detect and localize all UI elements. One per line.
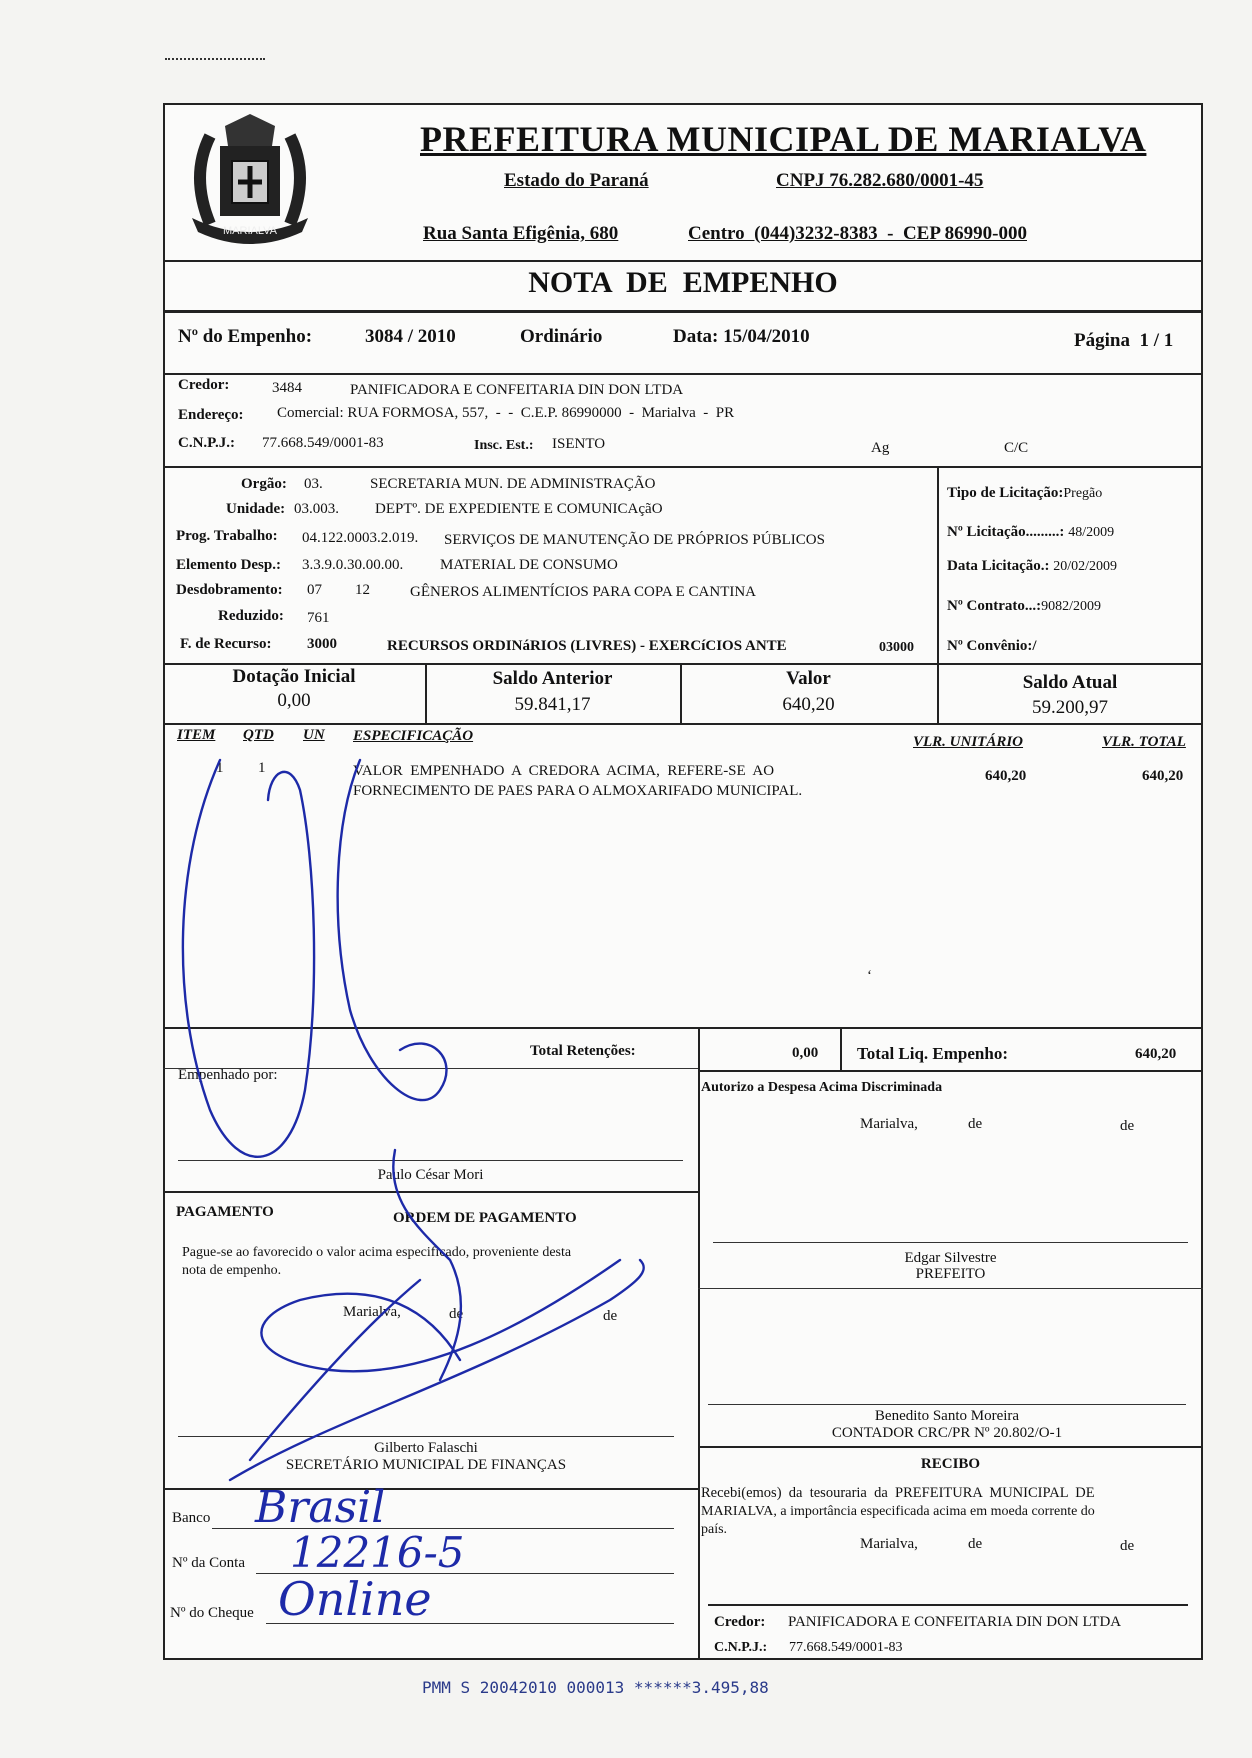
convenio-label: Nº Convênio:/ bbox=[947, 638, 1037, 654]
cnpj-value: 77.668.549/0001-83 bbox=[262, 435, 384, 451]
desdobramento-code: 12 bbox=[355, 582, 370, 598]
contador-role: CONTADOR CRC/PR Nº 20.802/O-1 bbox=[831, 1425, 1063, 1441]
insc-value: ISENTO bbox=[552, 436, 606, 452]
empenhado-label: Empenhado por: bbox=[178, 1067, 278, 1083]
prefeito-name: Edgar Silvestre bbox=[904, 1250, 997, 1266]
pagamento-label: PAGAMENTO bbox=[176, 1204, 274, 1220]
item-unit-value: 640,20 bbox=[985, 768, 1027, 784]
pagamento-text-2: nota de empenho. bbox=[182, 1263, 282, 1278]
page-number: Página 1 / 1 bbox=[1074, 330, 1174, 351]
fonte-code: 3000 bbox=[307, 636, 337, 652]
col-un: UN bbox=[303, 727, 325, 743]
stray-mark: ʻ bbox=[867, 968, 872, 984]
fonte-label: F. de Recurso: bbox=[180, 636, 272, 652]
saldo-anterior-label: Saldo Anterior bbox=[492, 668, 613, 689]
recibo-marialva: Marialva, bbox=[860, 1536, 918, 1552]
date-de: de bbox=[603, 1308, 618, 1324]
col-vlr-unitario: VLR. UNITÁRIO bbox=[913, 734, 1024, 750]
date-de: de bbox=[1120, 1538, 1135, 1554]
signature-paulo-loop bbox=[183, 760, 314, 1157]
page-title: PREFEITURA MUNICIPAL DE MARIALVA bbox=[420, 119, 1147, 159]
saldo-atual-value: 59.200,97 bbox=[1032, 697, 1108, 718]
tipo-licitacao-text: Tipo de Licitação: bbox=[947, 485, 1064, 501]
endereco-value: Comercial: RUA FORMOSA, 557, - - C.E.P. 86990000 - Marialva - PR bbox=[277, 405, 735, 421]
ag-label: Ag bbox=[871, 440, 890, 456]
conta-handwritten: 12216-5 bbox=[290, 1528, 465, 1577]
num-licitacao-value: 48/2009 bbox=[1068, 525, 1115, 540]
date-de: de bbox=[968, 1536, 983, 1552]
item-desc-line1: VALOR EMPENHADO A CREDORA ACIMA, REFERE-SE AO bbox=[353, 763, 775, 779]
pagamento-text-1: Pague-se ao favorecido o valor acima especificado, proveniente desta bbox=[182, 1245, 572, 1260]
col-especificacao: ESPECIFICAÇÃO bbox=[353, 728, 474, 744]
data-licitacao-value: 20/02/2009 bbox=[1053, 559, 1118, 574]
item-total-value: 640,20 bbox=[1142, 768, 1184, 784]
doc-title: NOTA DE EMPENHO bbox=[528, 266, 838, 299]
recibo-text-1: Recebi(emos) da tesouraria da PREFEITURA MUNICIPAL DE bbox=[701, 1485, 1095, 1501]
fonte-desc: RECURSOS ORDINáRIOS (LIVRES) - EXERCíCIOS ANTE bbox=[387, 638, 787, 654]
header-cnpj: CNPJ 76.282.680/0001-45 bbox=[776, 170, 984, 191]
dotacao-inicial-label: Dotação Inicial bbox=[232, 666, 356, 687]
elemento-code: 3.3.9.0.30.00.00. bbox=[302, 557, 404, 573]
elemento-desc: MATERIAL DE CONSUMO bbox=[440, 557, 618, 573]
item-desc-line2: FORNECIMENTO DE PAES PARA O ALMOXARIFADO MUNICIPAL. bbox=[353, 783, 803, 799]
empenho-number-label: Nº do Empenho: bbox=[178, 326, 313, 347]
saldo-atual-label: Saldo Atual bbox=[1022, 672, 1118, 693]
saldo-anterior-value: 59.841,17 bbox=[514, 694, 591, 715]
header-street: Rua Santa Efigênia, 680 bbox=[423, 223, 619, 244]
prefeito-role: PREFEITO bbox=[915, 1266, 986, 1282]
empenho-date: Data: 15/04/2010 bbox=[673, 326, 810, 347]
unidade-code: 03.003. bbox=[294, 501, 339, 517]
contador-name: Benedito Santo Moreira bbox=[874, 1408, 1020, 1424]
elemento-label: Elemento Desp.: bbox=[176, 557, 281, 573]
endereco-label: Endereço: bbox=[178, 407, 244, 423]
date-de: de bbox=[1120, 1118, 1135, 1134]
secretario-role: SECRETÁRIO MUNICIPAL DE FINANÇAS bbox=[285, 1457, 567, 1473]
signature-gilberto bbox=[261, 1260, 620, 1371]
recibo-cnpj-label: C.N.P.J.: bbox=[714, 1640, 768, 1655]
fonte-code-2: 03000 bbox=[879, 640, 914, 655]
date-de: de bbox=[449, 1306, 464, 1322]
marialva-date: Marialva, bbox=[860, 1116, 918, 1132]
desdobramento-code: 07 bbox=[307, 582, 322, 598]
credor-name: PANIFICADORA E CONFEITARIA DIN DON LTDA bbox=[350, 382, 684, 398]
reduzido-label: Reduzido: bbox=[218, 608, 284, 624]
empenho-number: 3084 / 2010 bbox=[365, 326, 456, 347]
total-retencoes-value: 0,00 bbox=[792, 1045, 819, 1061]
signature-gilberto bbox=[230, 1260, 644, 1480]
desdobramento-label: Desdobramento: bbox=[176, 582, 283, 598]
unidade-label: Unidade: bbox=[226, 501, 286, 517]
pagamento-marialva: Marialva, bbox=[343, 1304, 401, 1320]
num-licitacao-text: Nº Licitação.........: bbox=[947, 524, 1065, 540]
prog-desc: SERVIÇOS DE MANUTENÇÃO DE PRÓPRIOS PÚBLICOS bbox=[444, 532, 825, 548]
recibo-text-2: MARIALVA, a importância especificada acima em moeda corrente do bbox=[701, 1504, 1095, 1519]
state-name: Estado do Paraná bbox=[504, 170, 649, 191]
recibo-text-3: país. bbox=[701, 1522, 728, 1537]
empenhado-name: Paulo César Mori bbox=[377, 1167, 484, 1183]
total-liq-label: Total Liq. Empenho: bbox=[857, 1044, 1008, 1063]
contrato-text: Nº Contrato...: bbox=[947, 598, 1042, 614]
recibo-cnpj-value: 77.668.549/0001-83 bbox=[789, 1640, 903, 1655]
valor-value: 640,20 bbox=[782, 694, 835, 715]
footer-stamp: PMM S 20042010 000013 ******3.495,88 bbox=[422, 1678, 769, 1697]
crest-banner-text: MARIALVA bbox=[223, 225, 277, 237]
empenho-type: Ordinário bbox=[520, 326, 603, 347]
conta-label: Nº da Conta bbox=[172, 1555, 245, 1571]
secretario-name: Gilberto Falaschi bbox=[374, 1440, 478, 1456]
orgao-label: Orgão: bbox=[241, 476, 287, 492]
credor-code: 3484 bbox=[272, 380, 302, 396]
item-number: 1 bbox=[216, 760, 224, 776]
tipo-licitacao-value: Pregão bbox=[1063, 486, 1103, 501]
recibo-credor-value: PANIFICADORA E CONFEITARIA DIN DON LTDA bbox=[788, 1614, 1122, 1630]
prog-code: 04.122.0003.2.019. bbox=[302, 530, 419, 546]
desdobramento-desc: GÊNEROS ALIMENTÍCIOS PARA COPA E CANTINA bbox=[410, 584, 757, 600]
item-qtd: 1 bbox=[258, 760, 266, 776]
date-de: de bbox=[968, 1116, 983, 1132]
unidade-desc: DEPTº. DE EXPEDIENTE E COMUNICAçãO bbox=[375, 501, 663, 517]
valor-label: Valor bbox=[786, 668, 831, 689]
header-address: Centro (044)3232-8383 - CEP 86990-000 bbox=[688, 223, 1027, 244]
prog-label: Prog. Trabalho: bbox=[176, 528, 278, 544]
orgao-desc: SECRETARIA MUN. DE ADMINISTRAÇÃO bbox=[370, 476, 656, 492]
col-qtd: QTD bbox=[243, 727, 274, 743]
banco-handwritten: Brasil bbox=[255, 1482, 386, 1533]
cheque-label: Nº do Cheque bbox=[170, 1605, 254, 1621]
orgao-code: 03. bbox=[304, 476, 323, 492]
col-vlr-total: VLR. TOTAL bbox=[1102, 734, 1186, 750]
autorizo-text: Autorizo a Despesa Acima Discriminada bbox=[701, 1080, 943, 1095]
dotacao-inicial-value: 0,00 bbox=[277, 690, 311, 711]
cheque-handwritten: Online bbox=[278, 1572, 432, 1626]
total-retencoes-label: Total Retenções: bbox=[530, 1043, 636, 1059]
cc-label: C/C bbox=[1004, 440, 1029, 456]
reduzido-value: 761 bbox=[307, 610, 330, 626]
cnpj-label: C.N.P.J.: bbox=[178, 435, 235, 451]
ordem-pagamento-label: ORDEM DE PAGAMENTO bbox=[393, 1210, 577, 1226]
recibo-title: RECIBO bbox=[920, 1456, 981, 1472]
insc-label: Insc. Est.: bbox=[474, 438, 534, 453]
total-liq-value: 640,20 bbox=[1135, 1046, 1177, 1062]
data-licitacao-text: Data Licitação.: bbox=[947, 558, 1050, 574]
signature-paulo-loop bbox=[338, 760, 447, 1100]
banco-label: Banco bbox=[172, 1510, 211, 1526]
contrato-value: 9082/2009 bbox=[1041, 599, 1101, 614]
credor-label: Credor: bbox=[178, 377, 230, 393]
recibo-credor-label: Credor: bbox=[714, 1614, 766, 1630]
col-item: ITEM bbox=[177, 727, 216, 743]
